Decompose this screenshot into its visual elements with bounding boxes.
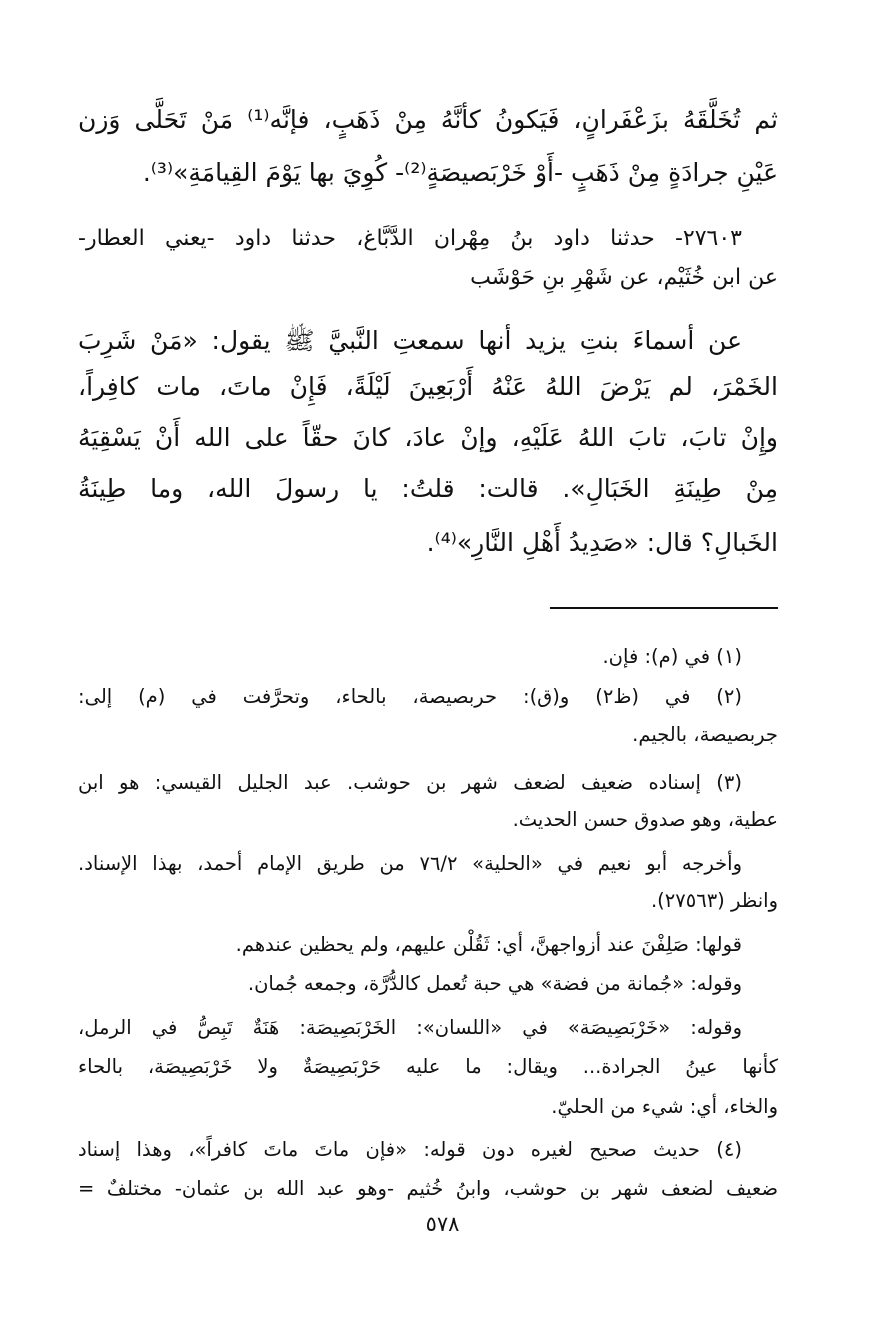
book-page bbox=[78, 0, 778, 1336]
footnote-3-line: وانظر (٢٧٥٦٣). bbox=[650, 889, 778, 912]
isnad-line: ٢٧٦٠٣- حدثنا داود بنُ مِهْران الدَّبَّاغ، حدثنا داود -يعني العطار- bbox=[78, 226, 742, 251]
footnote-4-line: (٤) حديث صحيح لغيره دون قوله: «فإن ماتَ ماتَ كافراً»، وهذا إسناد bbox=[78, 1138, 742, 1161]
page-number: ٥٧٨ bbox=[425, 1212, 460, 1236]
footnote-3-line: قولها: صَلِفْنَ عند أزواجهنَّ، أي: ثَقُلْن عليهم، ولم يحظين عندهم. bbox=[235, 933, 742, 956]
isnad-line: عن ابن خُثَيْم، عن شَهْرِ بنِ حَوْشَب bbox=[470, 265, 778, 290]
footnote-2-line: (٢) في (ظ٢) و(ق): حربصيصة، بالحاء، وتحرَّفت في (م) إلى: bbox=[78, 685, 742, 708]
matn-line: الخَمْرَ، لم يَرْضَ اللهُ عَنْهُ أَرْبَعِينَ لَيْلَةً، فَإِنْ ماتَ، مات كافِراً، bbox=[78, 372, 778, 401]
matn-line: عن أسماءَ بنتِ يزيد أنها سمعتِ النَّبيَّ ﷺ يقول: «مَنْ شَرِبَ bbox=[78, 326, 742, 355]
matn-line: وإِنْ تابَ، تابَ اللهُ عَلَيْهِ، وإنْ عادَ، كانَ حقّاً على الله أَنْ يَسْقِيَهُ bbox=[78, 423, 778, 452]
footnote-1: (١) في (م): فإن. bbox=[602, 645, 742, 668]
footnote-3-line: والخاء، أي: شيء من الحليّ. bbox=[551, 1095, 778, 1118]
footnote-3-line: كأنها عينُ الجرادة... ويقال: ما عليه حَرْبَصِيصَةٌ ولا خَرْبَصِيصَة، بالحاء bbox=[78, 1055, 778, 1078]
footnote-4-line: ضعيف لضعف شهر بن حوشب، وابنُ خُثيم -وهو عبد الله بن عثمان- مختلفٌ = bbox=[78, 1177, 778, 1200]
footnote-separator bbox=[550, 607, 778, 609]
footnote-3-line: عطية، وهو صدوق حسن الحديث. bbox=[512, 808, 778, 831]
footnote-3-line: وقوله: «جُمانة من فضة» هي حبة تُعمل كالدُّرَّة، وجمعه جُمان. bbox=[247, 972, 742, 995]
footnote-3-line: وقوله: «خَرْبَصِيصَة» في «اللسان»: الخَرْبَصِيصَة: هَنَةٌ تَبِصُّ في الرمل، bbox=[78, 1016, 742, 1039]
main-text-line: عَيْنِ جرادَةٍ مِنْ ذَهَبٍ -أَوْ خَرْبَصيصَةٍ⁽²⁾- كُوِيَ بها يَوْمَ القِيامَةِ»⁽³⁾. bbox=[142, 158, 778, 187]
main-text-line: ثم تُخَلَّقَهُ بزَعْفَرانٍ، فَيَكونُ كأنَّهُ مِنْ ذَهَبٍ، فإنَّه⁽¹⁾ مَنْ تَحَلَّى وَزن bbox=[78, 105, 778, 134]
footnote-2-line: جربصيصة، بالجيم. bbox=[632, 723, 778, 746]
footnote-3-line: وأخرجه أبو نعيم في «الحلية» ٧٦/٢ من طريق الإمام أحمد، بهذا الإسناد. bbox=[78, 852, 742, 875]
matn-line: مِنْ طِينَةِ الخَبَالِ». قالت: قلتُ: يا رسولَ الله، وما طِينَةُ bbox=[78, 474, 778, 503]
footnote-3-line: (٣) إسناده ضعيف لضعف شهر بن حوشب. عبد الجليل القيسي: هو ابن bbox=[78, 771, 742, 794]
matn-line: الخَبالِ؟ قال: «صَدِيدُ أَهْلِ النَّارِ»⁽⁴⁾. bbox=[426, 528, 778, 557]
